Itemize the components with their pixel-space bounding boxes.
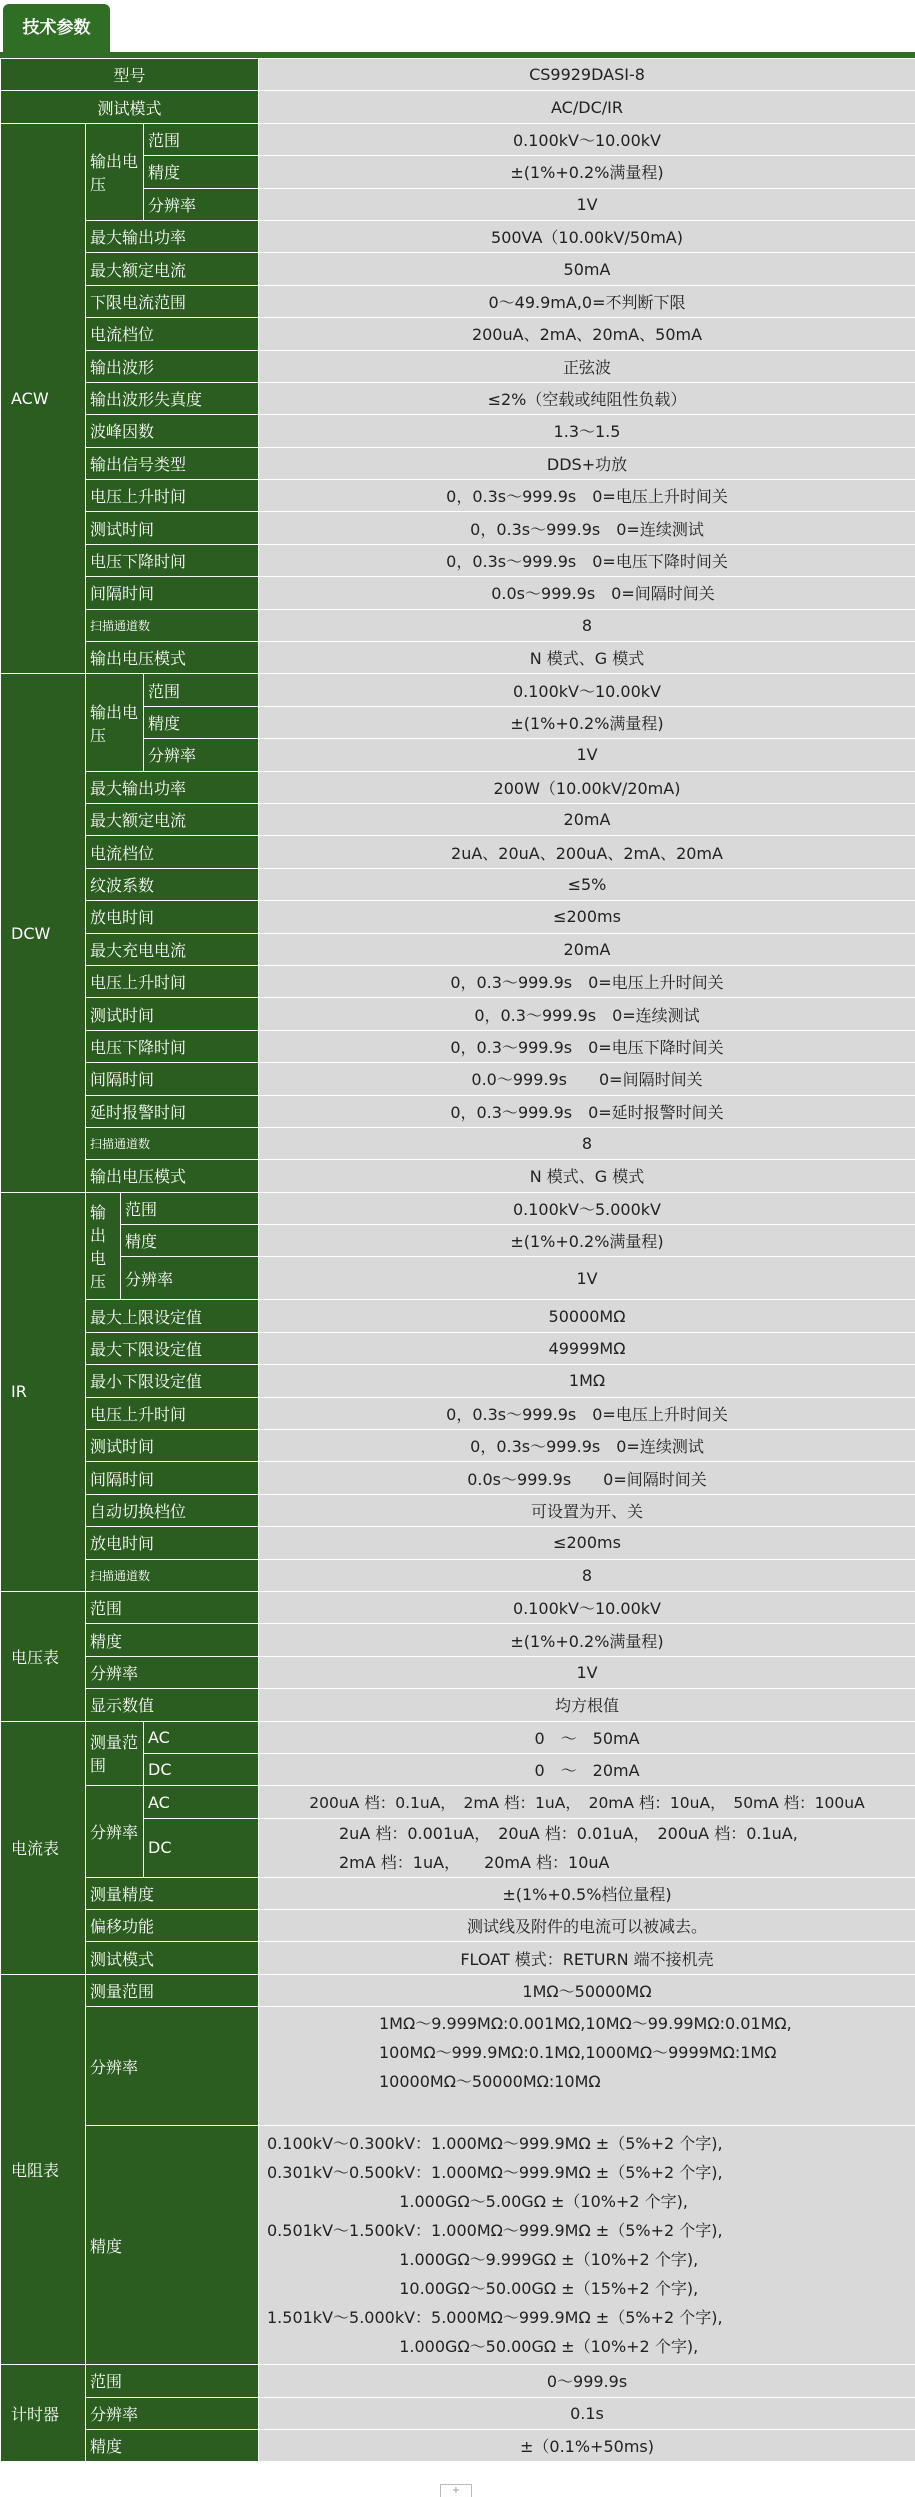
spec-label: 输出电压模式 — [86, 642, 259, 674]
dc-label: DC — [144, 1818, 259, 1877]
table-row — [1, 1974, 915, 2006]
text-line: 100MΩ～999.9MΩ:0.1MΩ,1000MΩ～9999MΩ:1MΩ — [379, 2038, 911, 2067]
spec-value: 1.3～1.5 — [259, 415, 915, 447]
resolution-label: 分辨率 — [121, 1257, 259, 1300]
table-row — [1, 2126, 915, 2365]
spec-label: 最大充电电流 — [86, 933, 259, 965]
ac-label: AC — [144, 1721, 259, 1753]
model-value: CS9929DASI-8 — [259, 59, 915, 91]
spec-value: 0.1s — [259, 2397, 915, 2429]
table-row — [1, 2430, 915, 2462]
spec-value: DDS+功放 — [259, 447, 915, 479]
text-line: 0.301kV～0.500kV：1.000MΩ～999.9MΩ ±（5%+2 个字), — [267, 2158, 911, 2187]
table-row — [1, 1063, 915, 1095]
spec-label: 放电时间 — [86, 901, 259, 933]
table-row — [1, 350, 915, 382]
table-row — [1, 1160, 915, 1192]
res-ac-value: 200uA 档：0.1uA， 2mA 档：1uA， 20mA 档：10uA， 50mA 档：100uA — [259, 1786, 915, 1818]
table-row — [1, 1942, 915, 1974]
spec-value: 0，0.3～999.9s 0=电压上升时间关 — [259, 965, 915, 997]
table-row — [1, 2365, 915, 2397]
table-row — [1, 59, 915, 91]
dcw-category: DCW — [1, 674, 86, 1192]
resolution-value: 1V — [259, 188, 915, 220]
spec-value: 8 — [259, 1559, 915, 1591]
spec-value: 49999MΩ — [259, 1332, 915, 1364]
spec-value: 2uA、20uA、200uA、2mA、20mA — [259, 836, 915, 868]
accuracy-value: ±(1%+0.2%满量程) — [259, 706, 915, 738]
spec-label: 间隔时间 — [86, 1462, 259, 1494]
table-row — [1, 1257, 915, 1300]
table-row — [1, 1689, 915, 1721]
spec-value: 正弦波 — [259, 350, 915, 382]
table-row — [1, 1656, 915, 1688]
spec-value: N 模式、G 模式 — [259, 642, 915, 674]
spec-label: 分辨率 — [86, 1656, 259, 1688]
range-label: 范围 — [144, 123, 259, 155]
table-row — [1, 1559, 915, 1591]
spec-value: 0～49.9mA,0=不判断下限 — [259, 285, 915, 317]
spec-label: 扫描通道数 — [86, 1559, 259, 1591]
text-line: 10.00GΩ～50.00GΩ ±（15%+2 个字), — [267, 2274, 911, 2303]
resolution-value — [259, 2007, 915, 2126]
text-line: 1MΩ～9.999MΩ:0.001MΩ,10MΩ～99.99MΩ:0.01MΩ, — [379, 2009, 911, 2038]
spec-label: 电压下降时间 — [86, 544, 259, 576]
table-row — [1, 447, 915, 479]
accuracy-value: ±(1%+0.2%满量程) — [259, 1225, 915, 1257]
text-line: 2uA 档：0.001uA， 20uA 档：0.01uA， 200uA 档：0.1uA, — [339, 1819, 911, 1848]
spec-label: 下限电流范围 — [86, 285, 259, 317]
text-line: 1.501kV～5.000kV：5.000MΩ～999.9MΩ ±（5%+2 个字), — [267, 2303, 911, 2332]
spec-label: 扫描通道数 — [86, 609, 259, 641]
spec-table — [0, 58, 915, 2462]
accuracy-value — [259, 2126, 915, 2365]
model-label: 型号 — [1, 59, 259, 91]
table-row — [1, 674, 915, 706]
spec-value: 0～999.9s — [259, 2365, 915, 2397]
table-row — [1, 512, 915, 544]
timer-category: 计时器 — [1, 2365, 86, 2462]
accuracy-label: 精度 — [86, 2126, 259, 2365]
table-row — [1, 1300, 915, 1332]
spec-value: 0，0.3～999.9s 0=连续测试 — [259, 998, 915, 1030]
spec-label: 范围 — [86, 2365, 259, 2397]
spec-value: 20mA — [259, 803, 915, 835]
spec-label: 最大额定电流 — [86, 253, 259, 285]
table-row — [1, 1910, 915, 1942]
table-row — [1, 318, 915, 350]
voltmeter-category: 电压表 — [1, 1591, 86, 1721]
table-row — [1, 965, 915, 997]
spec-label: 输出波形 — [86, 350, 259, 382]
spec-label: 电压上升时间 — [86, 480, 259, 512]
spec-label: 精度 — [86, 2430, 259, 2462]
table-row — [1, 91, 915, 123]
spec-label: 显示数值 — [86, 1689, 259, 1721]
table-row — [1, 2007, 915, 2126]
resolution-label: 分辨率 — [86, 2007, 259, 2126]
output-voltage-label: 输出电压 — [86, 123, 144, 220]
table-row — [1, 2397, 915, 2429]
output-voltage-label: 输出电压 — [86, 1192, 121, 1300]
spec-value: ≤5% — [259, 868, 915, 900]
spec-value: 0.0s～999.9s 0=间隔时间关 — [259, 577, 915, 609]
spec-label: 测试时间 — [86, 512, 259, 544]
spec-value: ±(1%+0.2%满量程) — [259, 1624, 915, 1656]
spec-value: ≤200ms — [259, 1527, 915, 1559]
spec-label: 最大输出功率 — [86, 220, 259, 252]
ir-category: IR — [1, 1192, 86, 1591]
spec-value: 0.0～999.9s 0=间隔时间关 — [259, 1063, 915, 1095]
spec-label: 延时报警时间 — [86, 1095, 259, 1127]
spec-value: 0，0.3s～999.9s 0=连续测试 — [259, 1430, 915, 1462]
expand-icon[interactable]: + — [440, 2484, 472, 2497]
table-row — [1, 1332, 915, 1364]
text-line: 1.000GΩ～9.999GΩ ±（10%+2 个字), — [267, 2245, 911, 2274]
spec-label: 间隔时间 — [86, 577, 259, 609]
range-ac-value: 0 ～ 50mA — [259, 1721, 915, 1753]
spec-value: 测试线及附件的电流可以被减去。 — [259, 1910, 915, 1942]
range-label: 范围 — [121, 1192, 259, 1224]
spec-value: 1MΩ — [259, 1365, 915, 1397]
dc-label: DC — [144, 1753, 259, 1785]
ohmmeter-category: 电阻表 — [1, 1974, 86, 2364]
spec-value: 1V — [259, 1656, 915, 1688]
table-row — [1, 123, 915, 155]
text-line: 1.000GΩ～50.00GΩ ±（10%+2 个字), — [267, 2332, 911, 2361]
table-row — [1, 1786, 915, 1818]
spec-value: 0，0.3s～999.9s 0=连续测试 — [259, 512, 915, 544]
table-row — [1, 609, 915, 641]
range-value: 1MΩ～50000MΩ — [259, 1974, 915, 2006]
spec-label: 扫描通道数 — [86, 1127, 259, 1159]
resolution-value: 1V — [259, 739, 915, 771]
table-row — [1, 1591, 915, 1623]
table-row — [1, 1624, 915, 1656]
range-dc-value: 0 ～ 20mA — [259, 1753, 915, 1785]
spec-label: 电压上升时间 — [86, 1397, 259, 1429]
table-row — [1, 1430, 915, 1462]
measure-range-label: 测量范围 — [86, 1974, 259, 2006]
text-line: 2mA 档：1uA， 20mA 档：10uA — [339, 1848, 911, 1877]
spec-label: 测试时间 — [86, 998, 259, 1030]
acw-category: ACW — [1, 123, 86, 674]
accuracy-value: ±(1%+0.2%满量程) — [259, 156, 915, 188]
spec-label: 最大输出功率 — [86, 771, 259, 803]
range-value: 0.100kV～5.000kV — [259, 1192, 915, 1224]
table-row — [1, 1030, 915, 1062]
text-line: 0.501kV～1.500kV：1.000MΩ～999.9MΩ ±（5%+2 个字), — [267, 2216, 911, 2245]
resolution-label: 分辨率 — [86, 1786, 144, 1877]
spec-label: 放电时间 — [86, 1527, 259, 1559]
spec-value: 0.0s～999.9s 0=间隔时间关 — [259, 1462, 915, 1494]
spec-label: 测量精度 — [86, 1877, 259, 1909]
spec-value: ≤2%（空载或纯阻性负载） — [259, 382, 915, 414]
text-line: 10000MΩ～50000MΩ:10MΩ — [379, 2067, 911, 2096]
ac-label: AC — [144, 1786, 259, 1818]
table-row — [1, 642, 915, 674]
spec-label: 电压上升时间 — [86, 965, 259, 997]
spec-value: 0.100kV～10.00kV — [259, 1591, 915, 1623]
spec-label: 最大上限设定值 — [86, 1300, 259, 1332]
spec-value: 0，0.3～999.9s 0=电压下降时间关 — [259, 1030, 915, 1062]
text-line: 1.000GΩ～5.00GΩ ±（10%+2 个字), — [267, 2187, 911, 2216]
spec-label: 测试时间 — [86, 1430, 259, 1462]
spec-label: 测试模式 — [86, 1942, 259, 1974]
spec-label: 精度 — [86, 1624, 259, 1656]
spec-label: 间隔时间 — [86, 1063, 259, 1095]
table-row — [1, 220, 915, 252]
table-row — [1, 933, 915, 965]
spec-label: 输出波形失真度 — [86, 382, 259, 414]
table-row — [1, 382, 915, 414]
spec-label: 输出电压模式 — [86, 1160, 259, 1192]
test-mode-value: AC/DC/IR — [259, 91, 915, 123]
test-mode-label: 测试模式 — [1, 91, 259, 123]
spec-value: 50mA — [259, 253, 915, 285]
range-value: 0.100kV～10.00kV — [259, 674, 915, 706]
spec-label: 分辨率 — [86, 2397, 259, 2429]
table-row — [1, 771, 915, 803]
spec-label: 电压下降时间 — [86, 1030, 259, 1062]
table-row — [1, 836, 915, 868]
spec-label: 输出信号类型 — [86, 447, 259, 479]
spec-value: 8 — [259, 609, 915, 641]
spec-value: 20mA — [259, 933, 915, 965]
table-row — [1, 998, 915, 1030]
spec-value: ≤200ms — [259, 901, 915, 933]
spec-label: 最大下限设定值 — [86, 1332, 259, 1364]
measure-range-label: 测量范围 — [86, 1721, 144, 1786]
spec-value: 0，0.3～999.9s 0=延时报警时间关 — [259, 1095, 915, 1127]
table-row — [1, 1127, 915, 1159]
spec-label: 自动切换档位 — [86, 1494, 259, 1526]
table-row — [1, 544, 915, 576]
spec-value: 50000MΩ — [259, 1300, 915, 1332]
output-voltage-label: 输出电压 — [86, 674, 144, 771]
table-row — [1, 415, 915, 447]
ammeter-category: 电流表 — [1, 1721, 86, 1974]
res-dc-value — [259, 1818, 915, 1877]
accuracy-label: 精度 — [144, 156, 259, 188]
spec-value: 均方根值 — [259, 1689, 915, 1721]
table-row — [1, 1462, 915, 1494]
resolution-label: 分辨率 — [144, 188, 259, 220]
table-row — [1, 1225, 915, 1257]
range-value: 0.100kV～10.00kV — [259, 123, 915, 155]
spec-value: 8 — [259, 1127, 915, 1159]
table-row — [1, 1192, 915, 1224]
accuracy-label: 精度 — [144, 706, 259, 738]
range-label: 范围 — [144, 674, 259, 706]
spec-label: 纹波系数 — [86, 868, 259, 900]
spec-label: 偏移功能 — [86, 1910, 259, 1942]
tab-tech-params[interactable]: 技术参数 — [3, 4, 110, 52]
spec-value: ±(1%+0.5%档位量程) — [259, 1877, 915, 1909]
spec-label: 波峰因数 — [86, 415, 259, 447]
spec-value: N 模式、G 模式 — [259, 1160, 915, 1192]
spec-label: 范围 — [86, 1591, 259, 1623]
table-row — [1, 285, 915, 317]
spec-value: 0，0.3s～999.9s 0=电压下降时间关 — [259, 544, 915, 576]
table-row — [1, 1877, 915, 1909]
spec-value: FLOAT 模式：RETURN 端不接机壳 — [259, 1942, 915, 1974]
table-row — [1, 1365, 915, 1397]
spec-value: 0，0.3s～999.9s 0=电压上升时间关 — [259, 480, 915, 512]
accuracy-label: 精度 — [121, 1225, 259, 1257]
table-row — [1, 803, 915, 835]
spec-label: 最小下限设定值 — [86, 1365, 259, 1397]
spec-label: 最大额定电流 — [86, 803, 259, 835]
resolution-value: 1V — [259, 1257, 915, 1300]
table-row — [1, 901, 915, 933]
table-row — [1, 868, 915, 900]
spec-value: 可设置为开、关 — [259, 1494, 915, 1526]
table-row — [1, 577, 915, 609]
table-row — [1, 1721, 915, 1753]
table-row — [1, 1397, 915, 1429]
table-row — [1, 1095, 915, 1127]
spec-value: 500VA（10.00kV/50mA) — [259, 220, 915, 252]
text-line: 0.100kV～0.300kV：1.000MΩ～999.9MΩ ±（5%+2 个字), — [267, 2129, 911, 2158]
spec-label: 电流档位 — [86, 836, 259, 868]
spec-value: 200uA、2mA、20mA、50mA — [259, 318, 915, 350]
table-row — [1, 480, 915, 512]
table-row — [1, 1494, 915, 1526]
spec-value: 200W（10.00kV/20mA) — [259, 771, 915, 803]
resolution-label: 分辨率 — [144, 739, 259, 771]
spec-label: 电流档位 — [86, 318, 259, 350]
spec-value: ±（0.1%+50ms) — [259, 2430, 915, 2462]
table-row — [1, 253, 915, 285]
table-row — [1, 1527, 915, 1559]
spec-value: 0，0.3s～999.9s 0=电压上升时间关 — [259, 1397, 915, 1429]
